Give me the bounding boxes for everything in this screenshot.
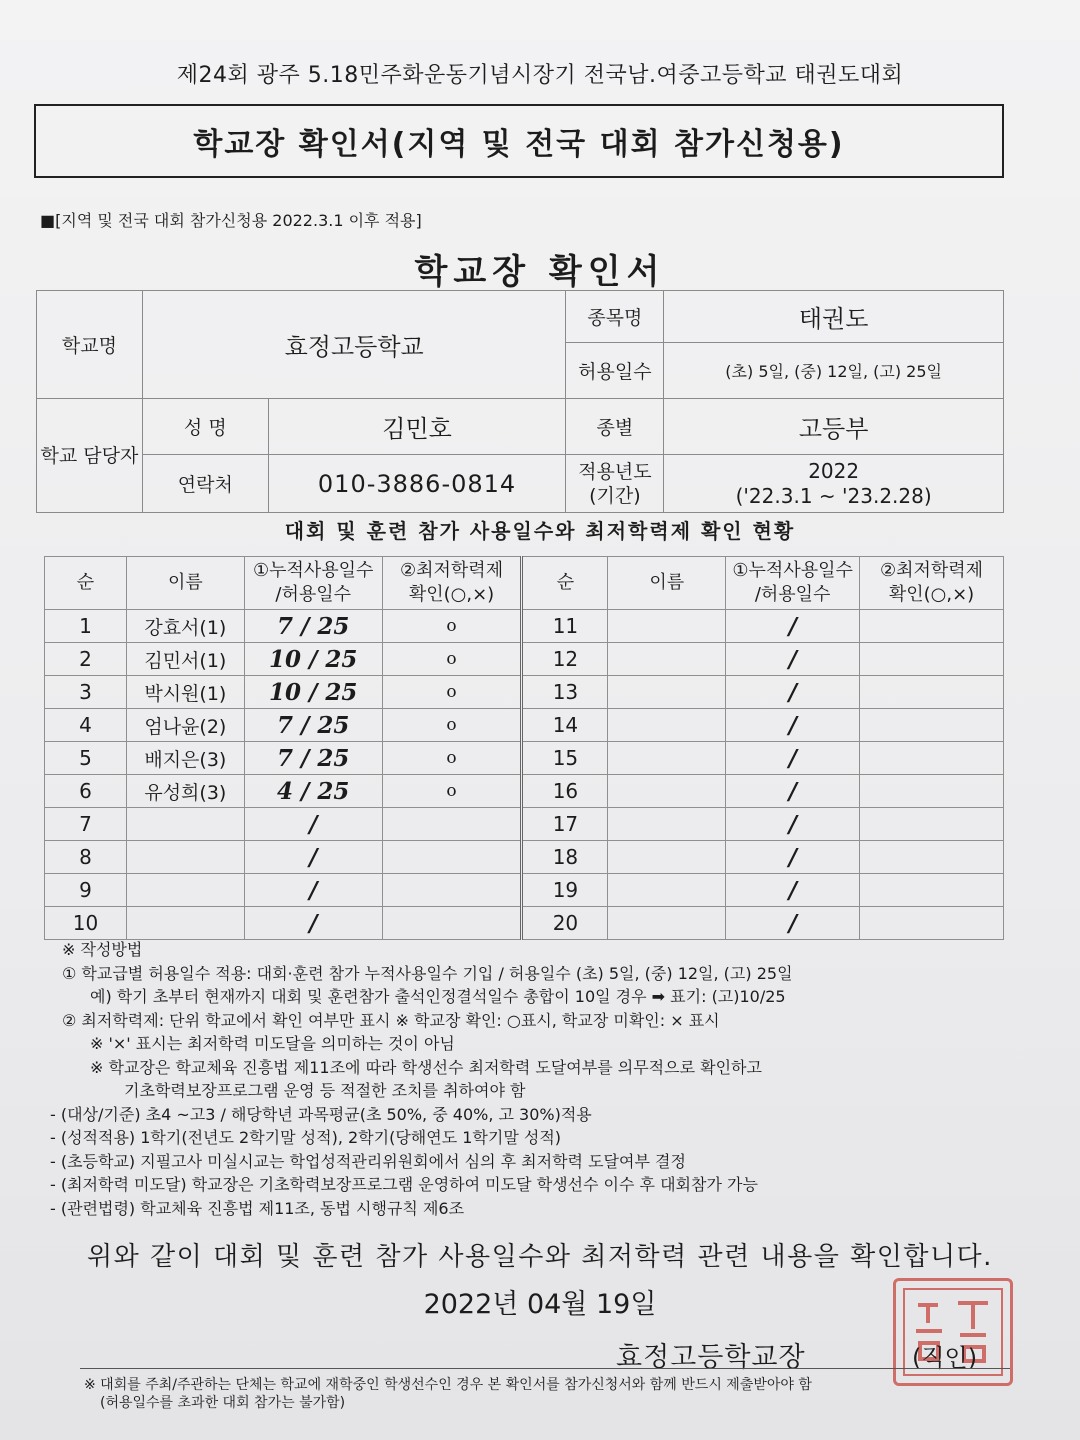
table-row xyxy=(45,874,1004,907)
min-academic-check xyxy=(860,907,1004,940)
row-number: 17 xyxy=(522,808,608,841)
min-academic-check xyxy=(382,841,522,874)
student-name: 배지은(3) xyxy=(126,742,244,775)
year-label xyxy=(566,455,664,513)
year-label-line1: 적용년도 xyxy=(578,460,652,483)
roster-section-title: 대회 및 훈련 참가 사용일수와 최저학력제 확인 현황 xyxy=(284,519,796,543)
student-name xyxy=(126,907,244,940)
student-name xyxy=(608,643,726,676)
min-academic-check: o xyxy=(382,742,522,775)
row-number: 18 xyxy=(522,841,608,874)
days-used: / xyxy=(726,907,860,940)
contact-value: 010-3886-0814 xyxy=(268,455,566,513)
student-name xyxy=(608,841,726,874)
division-value: 고등부 xyxy=(664,399,1004,455)
instruction-line: ※ '×' 표시는 최저학력 미도달을 의미하는 것이 아님 xyxy=(90,1034,455,1053)
instruction-line: - (관련법령) 학교체육 진흥법 제11조, 동법 시행규칙 제6조 xyxy=(50,1198,465,1218)
student-name: 강효서(1) xyxy=(126,610,244,643)
sport-label: 종목명 xyxy=(566,291,664,343)
manager-name-value: 김민호 xyxy=(268,399,566,455)
min-academic-check: o xyxy=(382,709,522,742)
school-name-label: 학교명 xyxy=(37,291,143,399)
col-name-right: 이름 xyxy=(608,557,726,610)
contact-label: 연락처 xyxy=(142,455,268,513)
table-row xyxy=(45,643,1004,676)
min-academic-check: o xyxy=(382,610,522,643)
row-number: 19 xyxy=(522,874,608,907)
days-used: 4 / 25 xyxy=(244,775,382,808)
col-no-right: 순 xyxy=(522,557,608,610)
row-number: 9 xyxy=(45,874,127,907)
col-days-line1: ①누적사용일수 xyxy=(732,560,853,581)
footnote-line1: ※ 대회를 주최/주관하는 단체는 학교에 재학중인 학생선수인 경우 본 확인서를 참가신청서와 함께 반드시 제출받아야 함 xyxy=(84,1377,812,1393)
min-academic-check xyxy=(860,808,1004,841)
table-row xyxy=(45,907,1004,940)
student-name xyxy=(126,808,244,841)
instruction-line: ② 최저학력제: 단위 학교에서 확인 여부만 표시 ※ 학교장 확인: ○표시, 학교장 미확인: × 표시 xyxy=(62,1010,720,1030)
year-label-line2: (기간) xyxy=(589,484,641,507)
days-used: / xyxy=(726,709,860,742)
student-name xyxy=(608,907,726,940)
student-name: 유성희(3) xyxy=(126,775,244,808)
days-used: / xyxy=(726,742,860,775)
footnote-line2: (허용일수를 초과한 대회 참가는 불가함) xyxy=(100,1395,346,1411)
year-value: 2022 xyxy=(808,458,860,483)
col-min-line2: 확인(○,×) xyxy=(888,584,975,605)
min-academic-check xyxy=(860,841,1004,874)
event-title: 제24회 광주 5.18민주화운동기념시장기 전국남.여중고등학교 태권도대회 xyxy=(176,63,904,88)
row-number: 1 xyxy=(45,610,127,643)
row-number: 15 xyxy=(522,742,608,775)
table-row xyxy=(45,808,1004,841)
instruction-line: - (초등학교) 지필고사 미실시교는 학업성적관리위원회에서 심의 후 최저학력 도달여부 결정 xyxy=(50,1151,686,1171)
roster-table xyxy=(44,556,1004,940)
instruction-line: 예) 학기 초부터 현재까지 대회 및 훈련참가 출석인정결석일수 총합이 10일 경우 ➡ 표기: (고)10/25 xyxy=(90,987,786,1006)
col-days-line2: /허용일수 xyxy=(275,584,351,605)
student-name xyxy=(126,841,244,874)
roster-body xyxy=(45,610,1004,940)
col-days-left xyxy=(244,557,382,610)
student-name xyxy=(608,775,726,808)
table-row xyxy=(45,610,1004,643)
min-academic-check xyxy=(860,643,1004,676)
min-academic-check: o xyxy=(382,643,522,676)
student-name xyxy=(126,874,244,907)
row-number: 14 xyxy=(522,709,608,742)
issue-date: 2022년 04월 19일 xyxy=(423,1289,657,1320)
seal-label: (직인) xyxy=(912,1344,978,1372)
row-number: 3 xyxy=(45,676,127,709)
days-used: 7 / 25 xyxy=(244,610,382,643)
instruction-line: - (최저학력 미도달) 학교장은 기초학력보장프로그램 운영하여 미도달 학생선수 이수 후 대회참가 가능 xyxy=(50,1175,758,1194)
form-title: 학교장 확인서(지역 및 전국 대회 참가신청용) xyxy=(193,127,845,162)
row-number: 4 xyxy=(45,709,127,742)
table-row xyxy=(45,775,1004,808)
days-used: / xyxy=(726,841,860,874)
period-value: ('22.3.1 ~ '23.2.28) xyxy=(735,483,932,508)
min-academic-check xyxy=(860,775,1004,808)
year-value-cell xyxy=(664,455,1004,513)
school-info-table xyxy=(36,290,1004,513)
min-academic-check xyxy=(860,742,1004,775)
student-name: 엄나윤(2) xyxy=(126,709,244,742)
days-used: / xyxy=(244,808,382,841)
allowed-days-label: 허용일수 xyxy=(566,343,664,399)
days-used: / xyxy=(726,775,860,808)
min-academic-check xyxy=(860,709,1004,742)
min-academic-check xyxy=(860,610,1004,643)
footer-divider xyxy=(80,1368,1010,1369)
student-name xyxy=(608,676,726,709)
sport-value: 태권도 xyxy=(664,291,1004,343)
student-name xyxy=(608,709,726,742)
table-row xyxy=(45,676,1004,709)
applicability-note: ■[지역 및 전국 대회 참가신청용 2022.3.1 이후 적용] xyxy=(40,211,422,230)
row-number: 12 xyxy=(522,643,608,676)
manager-label: 학교 담당자 xyxy=(37,399,143,513)
days-used: / xyxy=(244,907,382,940)
student-name: 박시원(1) xyxy=(126,676,244,709)
student-name xyxy=(608,808,726,841)
col-min-right xyxy=(860,557,1004,610)
days-used: 7 / 25 xyxy=(244,709,382,742)
row-number: 8 xyxy=(45,841,127,874)
instruction-line: - (대상/기준) 초4 ~고3 / 해당학년 과목평균(초 50%, 중 40%, 고 30%)적용 xyxy=(50,1104,592,1124)
min-academic-check: o xyxy=(382,676,522,709)
division-label: 종별 xyxy=(566,399,664,455)
instruction-line: - (성적적용) 1학기(전년도 2학기말 성적), 2학기(당해연도 1학기말 성적) xyxy=(50,1128,562,1147)
footnote xyxy=(84,1376,812,1412)
days-used: / xyxy=(244,841,382,874)
manager-name-label: 성 명 xyxy=(142,399,268,455)
col-days-right xyxy=(726,557,860,610)
row-number: 13 xyxy=(522,676,608,709)
col-days-line2: /허용일수 xyxy=(754,584,831,605)
col-name-left: 이름 xyxy=(126,557,244,610)
main-title: 학교장 확인서 xyxy=(414,252,666,292)
min-academic-check xyxy=(382,907,522,940)
instruction-line: ① 학교급별 허용일수 적용: 대회·훈련 참가 누적사용일수 기입 / 허용일수 (초) 5일, (중) 12일, (고) 25일 xyxy=(62,963,793,983)
roster-header-row xyxy=(45,557,1004,610)
min-academic-check: o xyxy=(382,775,522,808)
student-name: 김민서(1) xyxy=(126,643,244,676)
col-days-line1: ①누적사용일수 xyxy=(252,560,374,581)
min-academic-check xyxy=(860,874,1004,907)
table-row xyxy=(45,742,1004,775)
row-number: 20 xyxy=(522,907,608,940)
row-number: 2 xyxy=(45,643,127,676)
principal-name: 효정고등학교장 xyxy=(616,1342,806,1373)
col-min-line2: 확인(○,×) xyxy=(408,584,495,605)
col-min-line1: ②최저학력제 xyxy=(879,560,984,581)
student-name xyxy=(608,610,726,643)
instructions xyxy=(50,938,1022,1220)
col-min-left xyxy=(382,557,522,610)
row-number: 16 xyxy=(522,775,608,808)
confirmation-statement: 위와 같이 대회 및 훈련 참가 사용일수와 최저학력 관련 내용을 확인합니다. xyxy=(87,1242,993,1272)
col-min-line1: ②최저학력제 xyxy=(400,560,504,581)
row-number: 10 xyxy=(45,907,127,940)
student-name xyxy=(608,742,726,775)
days-used: 10 / 25 xyxy=(244,676,382,709)
min-academic-check xyxy=(382,874,522,907)
days-used: / xyxy=(726,610,860,643)
min-academic-check xyxy=(860,676,1004,709)
days-used: / xyxy=(726,676,860,709)
table-row xyxy=(45,841,1004,874)
allowed-days-value: (초) 5일, (중) 12일, (고) 25일 xyxy=(664,343,1004,399)
row-number: 11 xyxy=(522,610,608,643)
days-used: / xyxy=(726,643,860,676)
school-name-value: 효정고등학교 xyxy=(142,291,566,399)
instruction-line: ※ 학교장은 학교체육 진흥법 제11조에 따라 학생선수 최저학력 도달여부를 의무적으로 확인하고 xyxy=(90,1057,762,1077)
instruction-line: 기초학력보장프로그램 운영 등 적절한 조치를 취하여야 함 xyxy=(124,1081,526,1100)
days-used: / xyxy=(244,874,382,907)
days-used: 10 / 25 xyxy=(244,643,382,676)
row-number: 5 xyxy=(45,742,127,775)
instructions-heading: ※ 작성방법 xyxy=(62,940,143,959)
row-number: 7 xyxy=(45,808,127,841)
form-title-box xyxy=(34,104,1004,178)
table-row xyxy=(45,709,1004,742)
days-used: / xyxy=(726,808,860,841)
min-academic-check xyxy=(382,808,522,841)
days-used: 7 / 25 xyxy=(244,742,382,775)
days-used: / xyxy=(726,874,860,907)
col-no-left: 순 xyxy=(45,557,127,610)
row-number: 6 xyxy=(45,775,127,808)
student-name xyxy=(608,874,726,907)
